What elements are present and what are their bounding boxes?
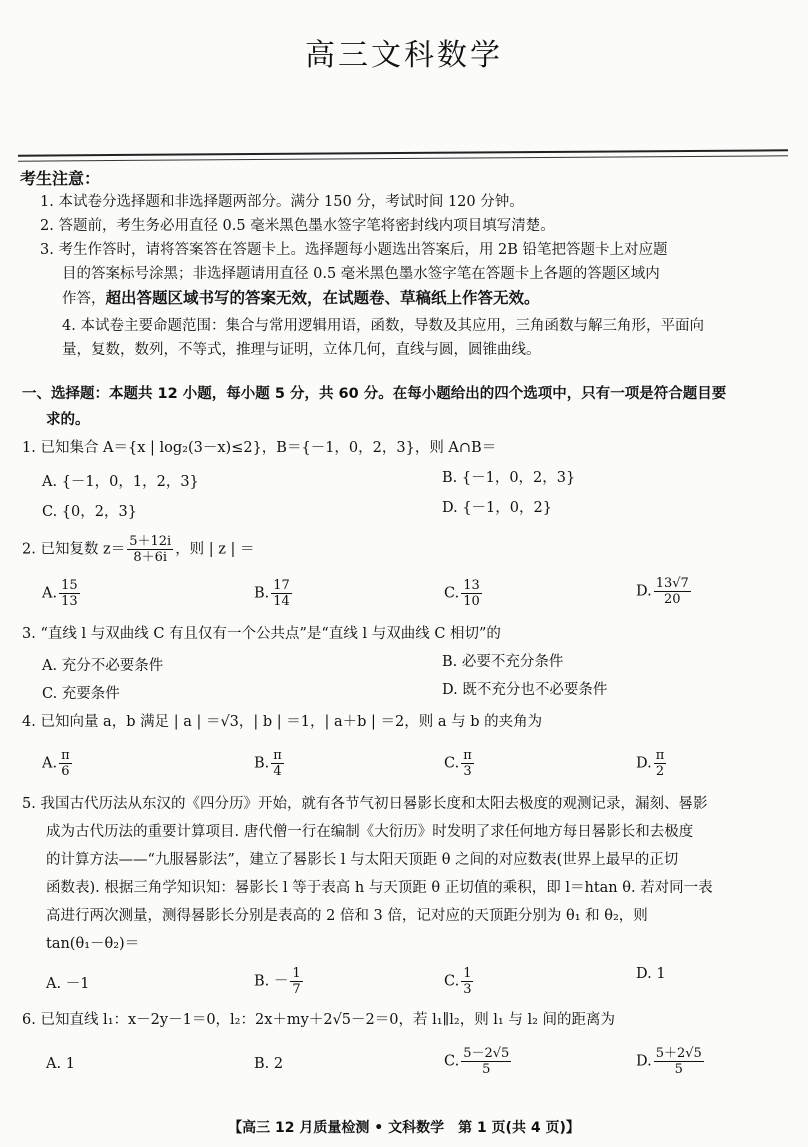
question-5-option-d: D. 1 (636, 966, 666, 982)
fraction-denominator: 20 (664, 592, 681, 607)
notice-item-1: 1. 本试卷分选择题和非选择题两部分。满分 150 分，考试时间 120 分钟。 (40, 194, 524, 210)
question-2-numerator: 5＋12i (129, 534, 172, 549)
question-5-line-1: 5. 我国古代历法从东汉的《四分历》开始，就有各节气初日晷影长度和太阳去极度的观测记录，漏刻、晷影 (22, 796, 708, 812)
option-fraction (59, 748, 72, 779)
fraction-numerator: 13 (463, 578, 480, 593)
question-6-option-b: B. 2 (254, 1056, 284, 1072)
option-letter: D. (636, 755, 652, 772)
question-3-option-b: B. 必要不充分条件 (442, 654, 564, 670)
fraction-numerator: π (61, 748, 70, 763)
question-1-stem: 1. 已知集合 A＝{x | log₂(3－x)≤2}，B＝{－1，0，2，3}，则 A∩B＝ (22, 440, 497, 456)
fraction-denominator: 2 (655, 764, 665, 779)
option-fraction (461, 578, 482, 609)
fraction-denominator: 7 (292, 982, 301, 997)
option-letter: A. (42, 755, 58, 772)
option-fraction (271, 748, 284, 779)
question-4-option-b (254, 748, 286, 779)
notice-heading: 考生注意： (20, 169, 101, 188)
header-rule-thin (18, 155, 788, 161)
question-1-option-a: A. {－1，0，1，2，3} (42, 474, 199, 490)
question-2-option-b (254, 578, 294, 609)
page-footer: 【高三 12 月质量检测 • 文科数学 第 1 页(共 4 页)】 (228, 1120, 580, 1136)
page-title: 高三文科数学 (305, 38, 503, 73)
option-fraction (461, 1046, 511, 1077)
option-fraction (461, 966, 473, 997)
fraction-denominator: 3 (463, 982, 472, 997)
section-1-heading-line-1: 一、选择题：本题共 12 小题，每小题 5 分，共 60 分。在每小题给出的四个选项中，只有一项是符合题目要 (22, 386, 727, 402)
question-5-line-5: 高进行两次测量，测得晷影长分别是表高的 2 倍和 3 倍，记对应的天顶距分别为 θ₁ 和 θ₂，则 (46, 908, 648, 924)
fraction-numerator: 5＋2√5 (655, 1046, 702, 1061)
question-6-option-d (636, 1046, 706, 1077)
fraction-denominator: 5 (674, 1062, 683, 1077)
fraction-denominator: 10 (463, 594, 480, 609)
question-5-line-2: 成为古代历法的重要计算项目. 唐代僧一行在编制《大衍历》时发明了求任何地方每日晷影长和去极度 (46, 824, 694, 840)
fraction-numerator: π (463, 748, 472, 763)
fraction-denominator: 3 (463, 764, 472, 779)
option-letter: C. (444, 755, 460, 772)
fraction-denominator: 6 (61, 764, 70, 779)
question-1-option-b: B. {－1，0，2，3} (442, 470, 576, 486)
question-2-stem-end: ，则 | z | ＝ (175, 541, 255, 558)
question-2-option-d (636, 576, 693, 607)
fraction-denominator: 5 (482, 1062, 491, 1077)
option-fraction (271, 578, 292, 609)
option-fraction (654, 576, 691, 607)
option-fraction (461, 748, 474, 779)
notice-bold-warning: 超出答题区域书写的答案无效，在试题卷、草稿纸上作答无效。 (105, 289, 540, 307)
notice-item-4-line-1: 4. 本试卷主要命题范围：集合与常用逻辑用语，函数，导数及其应用，三角函数与解三角形，平面向 (62, 318, 704, 334)
question-2-denominator: 8＋6i (133, 550, 168, 565)
question-2-option-c (444, 578, 484, 609)
fraction-denominator: 13 (61, 594, 78, 609)
notice-item-3-line-1: 3. 考生作答时，请将答案答在答题卡上。选择题每小题选出答案后，用 2B 铅笔把答题卡上对应题 (40, 242, 668, 258)
fraction-denominator: 4 (273, 764, 282, 779)
option-fraction (59, 578, 80, 609)
question-4-option-a (42, 748, 74, 779)
question-2-option-a (42, 578, 82, 609)
question-6-option-a: A. 1 (46, 1056, 75, 1072)
fraction-numerator: 13√7 (655, 576, 689, 591)
question-6-option-c (444, 1046, 513, 1077)
question-3-option-d: D. 既不充分也不必要条件 (442, 682, 608, 698)
option-letter: B. － (254, 973, 289, 990)
option-letter: D. (636, 583, 652, 600)
fraction-numerator: π (655, 748, 665, 763)
question-1-option-d: D. {－1，0，2} (442, 500, 552, 516)
question-2-fraction (127, 534, 173, 565)
option-letter: A. (42, 585, 58, 602)
fraction-numerator: 1 (292, 966, 301, 981)
question-5-option-a: A. －1 (46, 976, 90, 992)
fraction-numerator: 5－2√5 (463, 1046, 510, 1061)
fraction-denominator: 14 (273, 594, 290, 609)
fraction-numerator: 15 (61, 578, 78, 593)
question-5-line-6: tan(θ₁－θ₂)＝ (46, 936, 140, 952)
question-2-stem (22, 534, 255, 565)
notice-item-3-line-2: 目的答案标号涂黑；非选择题请用直径 0.5 毫米黑色墨水签字笔在答题卡上各题的答题区域内 (62, 266, 660, 282)
option-fraction (654, 1046, 704, 1077)
notice-item-3-line-3 (62, 288, 540, 309)
section-1-heading-line-2: 求的。 (46, 412, 90, 428)
fraction-numerator: π (273, 748, 282, 763)
option-letter: C. (444, 973, 460, 990)
question-5-option-c (444, 966, 475, 997)
question-2-stem-start: 2. 已知复数 z＝ (22, 541, 126, 558)
question-4-option-d (636, 748, 668, 779)
notice-item-4-line-2: 量，复数，数列，不等式，推理与证明，立体几何，直线与圆，圆锥曲线。 (62, 342, 541, 358)
option-fraction (654, 748, 667, 779)
question-3-option-a: A. 充分不必要条件 (42, 658, 164, 674)
question-4-stem: 4. 已知向量 a，b 满足 | a | ＝√3，| b | ＝1，| a＋b | ＝2，则 a 与 b 的夹角为 (22, 714, 543, 730)
fraction-numerator: 17 (273, 578, 290, 593)
question-5-line-4: 函数表). 根据三角学知识知：晷影长 l 等于表高 h 与天顶距 θ 正切值的乘积，即 l＝htan θ. 若对同一表 (46, 880, 713, 896)
option-letter: C. (444, 1053, 460, 1070)
question-3-option-c: C. 充要条件 (42, 686, 120, 702)
notice-item-2: 2. 答题前，考生务必用直径 0.5 毫米黑色墨水签字笔将密封线内项目填写清楚。 (40, 218, 555, 234)
question-6-stem: 6. 已知直线 l₁：x－2y－1＝0，l₂：2x＋my＋2√5－2＝0，若 l₁∥l₂，则 l₁ 与 l₂ 间的距离为 (22, 1012, 616, 1028)
option-fraction (290, 966, 302, 997)
question-3-stem: 3. “直线 l 与双曲线 C 有且仅有一个公共点”是“直线 l 与双曲线 C 相切”的 (22, 626, 501, 642)
question-4-option-c (444, 748, 476, 779)
question-5-line-3: 的计算方法——“九服晷影法”，建立了晷影长 l 与太阳天顶距 θ 之间的对应数表(世界上最早的正切 (46, 852, 679, 868)
option-letter: B. (254, 585, 270, 602)
option-letter: B. (254, 755, 270, 772)
notice-item-3-line-3-start: 作答， (62, 291, 106, 307)
fraction-numerator: 1 (463, 966, 472, 981)
option-letter: D. (636, 1053, 652, 1070)
question-1-option-c: C. {0，2，3} (42, 504, 137, 520)
question-5-option-b (254, 966, 305, 997)
option-letter: C. (444, 585, 460, 602)
